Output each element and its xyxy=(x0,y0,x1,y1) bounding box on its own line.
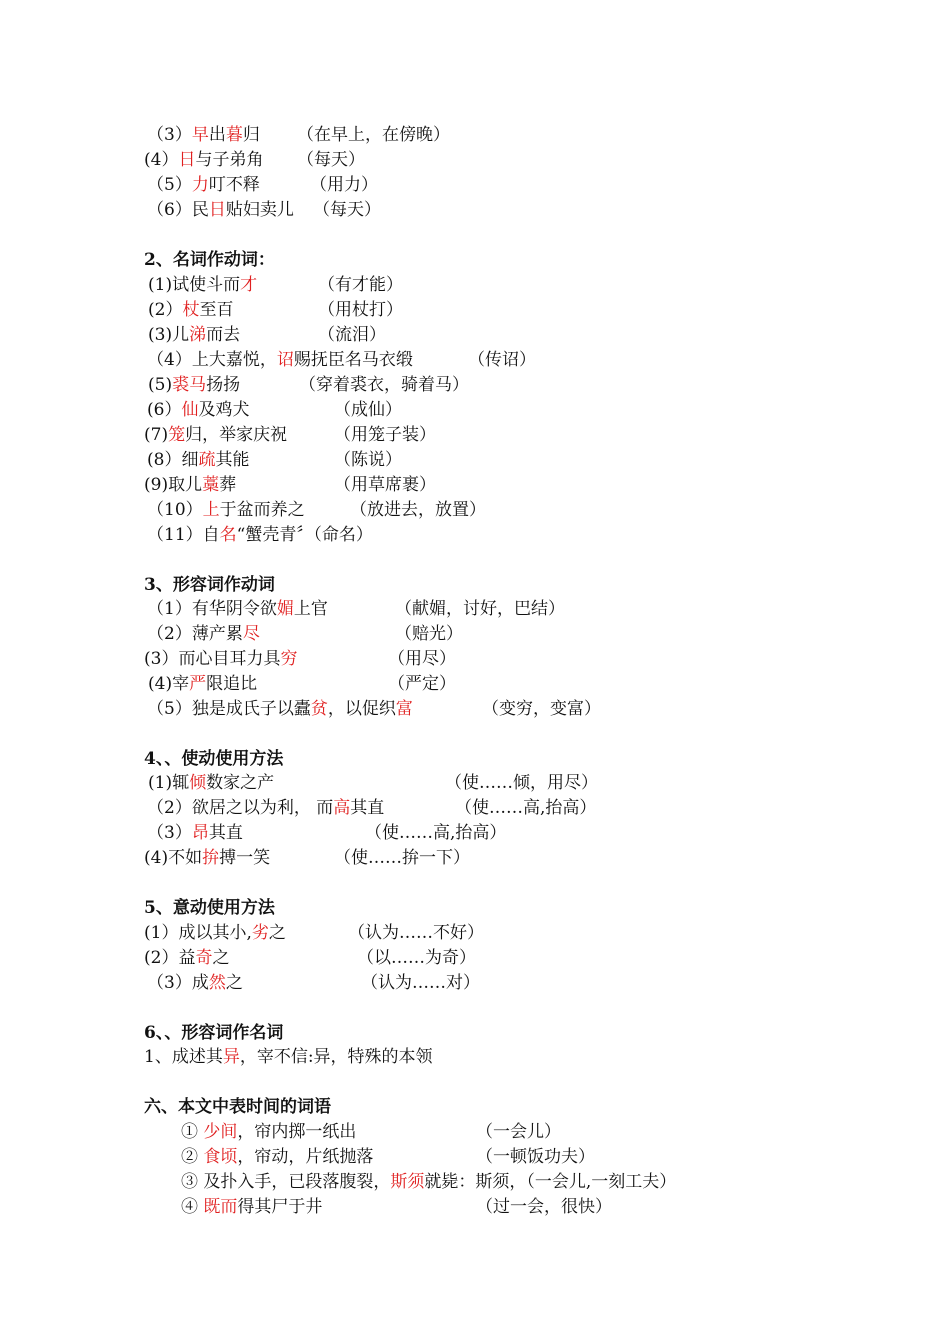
meaning: （以……为奇） xyxy=(357,948,476,968)
section-heading: 3、形容词作动词 xyxy=(144,575,275,595)
highlighted-word: 富 xyxy=(395,699,413,719)
highlighted-word: 少间 xyxy=(203,1122,238,1142)
section-heading: 六、本文中表时间的词语 xyxy=(144,1097,331,1117)
meaning: （一顿饭功夫） xyxy=(476,1147,595,1167)
list-item: (4)宰严限追比 xyxy=(148,674,258,694)
highlighted-word: 裘马 xyxy=(172,375,207,395)
highlighted-word: 高 xyxy=(333,798,351,818)
list-item: (4)不如拚搏一笑 xyxy=(144,848,271,868)
highlighted-word: 拚 xyxy=(202,848,220,868)
meaning: （使……拚一下） xyxy=(334,848,470,868)
highlighted-word: 严 xyxy=(189,674,207,694)
meaning: （使……倾，用尽） xyxy=(445,773,598,793)
meaning: （陈说） xyxy=(334,450,402,470)
list-item: （2）欲居之以为利， 而高其直 xyxy=(147,798,385,818)
list-item: (4）日与子弟角 xyxy=(144,150,264,170)
highlighted-word: 藁 xyxy=(202,475,220,495)
meaning: （穿着裘衣，骑着马） xyxy=(299,375,469,395)
list-item: (1)辄倾数家之产 xyxy=(148,773,275,793)
section-heading: 2、名词作动词： xyxy=(144,250,275,270)
meaning: （用草席裹） xyxy=(334,475,436,495)
highlighted-word: 早 xyxy=(191,125,209,145)
highlighted-word: 仙 xyxy=(181,400,199,420)
meaning: （流泪） xyxy=(318,325,386,345)
meaning: （用笼子装） xyxy=(334,425,436,445)
list-item: (2）杖至百 xyxy=(148,300,234,320)
meaning: （过一会，很快） xyxy=(476,1197,612,1217)
meaning: （放进去，放置） xyxy=(350,500,486,520)
highlighted-word: 劣 xyxy=(251,923,269,943)
meaning: （献媚，讨好，巴结） xyxy=(395,599,565,619)
highlighted-word: 涕 xyxy=(189,325,207,345)
highlighted-word: 奇 xyxy=(195,948,213,968)
list-item: (1）成以其小,劣之 xyxy=(144,923,286,943)
meaning: （传诏） xyxy=(468,350,536,370)
highlighted-word: 日 xyxy=(178,150,196,170)
highlighted-word: 力 xyxy=(191,175,209,195)
list-item: （3）昂其直 xyxy=(147,823,243,843)
list-item: ④ 既而得其尸于井 xyxy=(181,1197,323,1217)
highlighted-word: 穷 xyxy=(280,649,298,669)
list-item: （4）上大嘉悦，诏赐抚臣名马衣缎 xyxy=(147,350,413,370)
section-heading: 5、意动使用方法 xyxy=(144,898,275,918)
meaning: （有才能） xyxy=(318,275,403,295)
list-item: (2）益奇之 xyxy=(144,948,230,968)
highlighted-word: 日 xyxy=(208,200,226,220)
meaning: （用尽） xyxy=(388,649,456,669)
meaning: （一会儿） xyxy=(476,1122,561,1142)
highlighted-word: 暮 xyxy=(225,125,243,145)
meaning: （用杖打） xyxy=(318,300,403,320)
list-item: （11）自名“蟹壳青〞（命名） xyxy=(147,525,373,545)
list-item: （5）力叮不释 xyxy=(147,175,260,195)
list-item: ① 少间，帘内掷一纸出 xyxy=(181,1122,357,1142)
list-item: (6）仙及鸡犬 xyxy=(147,400,250,420)
list-item: (7)笼归，举家庆祝 xyxy=(144,425,288,445)
meaning: （在早上，在傍晚） xyxy=(297,125,450,145)
list-item: （3）成然之 xyxy=(147,973,243,993)
meaning: （认为……对） xyxy=(361,973,480,993)
highlighted-word: 上 xyxy=(202,500,220,520)
list-item: （10）上于盆而养之 xyxy=(147,500,305,520)
list-item: (8）细疏其能 xyxy=(147,450,250,470)
meaning: （用力） xyxy=(310,175,378,195)
highlighted-word: 杖 xyxy=(182,300,200,320)
section-heading: 4、、使动使用方法 xyxy=(144,749,284,769)
highlighted-word: 笼 xyxy=(168,425,186,445)
list-item: (3)儿涕而去 xyxy=(148,325,241,345)
highlighted-word: 贫 xyxy=(310,699,328,719)
highlighted-word: 斯须 xyxy=(390,1172,425,1192)
meaning: （使……高,抬高） xyxy=(365,823,507,843)
list-item: （6）民日贴妇卖儿 xyxy=(147,200,294,220)
highlighted-word: 异 xyxy=(222,1047,240,1067)
highlighted-word: 尽 xyxy=(242,624,260,644)
highlighted-word: 疏 xyxy=(198,450,216,470)
list-item: 1、成述其异，宰不信:异，特殊的本领 xyxy=(144,1047,433,1067)
list-item: ③ 及扑入手，已段落腹裂，斯须就毙：斯须，（一会儿,一刻工夫） xyxy=(181,1172,677,1192)
list-item: (9)取儿藁葬 xyxy=(144,475,237,495)
meaning: （成仙） xyxy=(334,400,402,420)
highlighted-word: 诏 xyxy=(276,350,294,370)
list-item: ② 食顷，帘动，片纸抛落 xyxy=(181,1147,374,1167)
highlighted-word: 才 xyxy=(240,275,258,295)
meaning: （变穷，变富） xyxy=(482,699,601,719)
highlighted-word: 昂 xyxy=(191,823,209,843)
highlighted-word: 倾 xyxy=(189,773,207,793)
section-heading: 6、、形容词作名词 xyxy=(144,1023,284,1043)
list-item: （5）独是成氏子以蠹贫，以促织富 xyxy=(147,699,413,719)
list-item: (1)试使斗而才 xyxy=(148,275,258,295)
list-item: （3）早出暮归 xyxy=(147,125,260,145)
list-item: (3）而心目耳力具穷 xyxy=(144,649,298,669)
list-item: （1）有华阴令欲媚上官 xyxy=(147,599,328,619)
meaning: （使……高,抬高） xyxy=(455,798,597,818)
list-item: (5)裘马扬扬 xyxy=(148,375,241,395)
highlighted-word: 名 xyxy=(219,525,237,545)
meaning: （每天） xyxy=(297,150,365,170)
highlighted-word: 媚 xyxy=(276,599,294,619)
highlighted-word: 食顷 xyxy=(203,1147,238,1167)
list-item: （2）薄产累尽 xyxy=(147,624,260,644)
meaning: （认为……不好） xyxy=(348,923,484,943)
meaning: （赔光） xyxy=(395,624,463,644)
meaning: （严定） xyxy=(388,674,456,694)
meaning: （每天） xyxy=(313,200,381,220)
highlighted-word: 既而 xyxy=(203,1197,238,1217)
highlighted-word: 然 xyxy=(208,973,226,993)
